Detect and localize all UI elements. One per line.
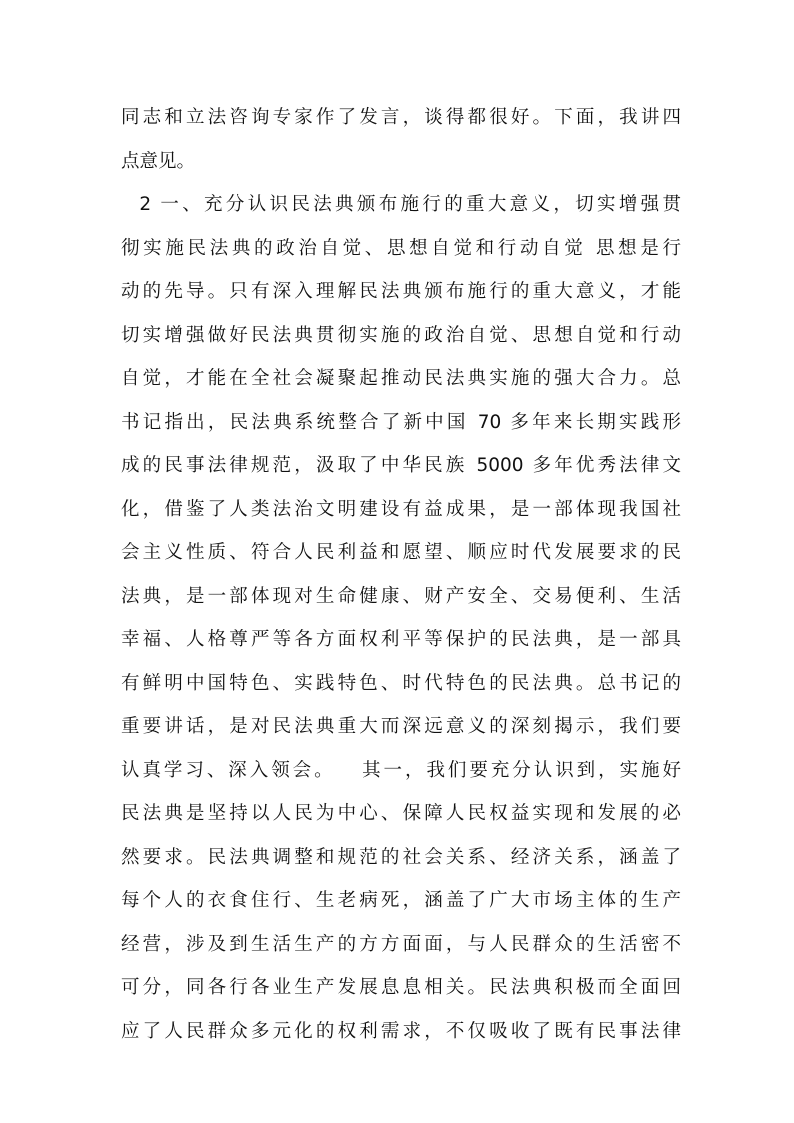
text-line: 民法典是坚持以人民为中心、保障人民权益实现和发展的必 (121, 803, 681, 824)
text-line: 动的先导。只有深入理解民法典颁布施行的重大意义，才能 (121, 281, 681, 302)
text-line: 认真学习、深入领会。 其一，我们要充分认识到，实施好 (121, 760, 681, 781)
text-line: 重要讲话，是对民法典重大而深远意义的深刻揭示，我们要 (121, 716, 681, 737)
text-line: 法典，是一部体现对生命健康、财产安全、交易便利、生活 (121, 586, 681, 607)
text-line: 然要求。民法典调整和规范的社会关系、经济关系，涵盖了 (121, 847, 681, 868)
text-line: 应了人民群众多元化的权利需求，不仅吸收了既有民事法律 (121, 1021, 681, 1042)
text-line: 自觉，才能在全社会凝聚起推动民法典实施的强大合力。总 (121, 368, 681, 389)
text-line: 书记指出，民法典系统整合了新中国 70 多年来长期实践形 (121, 412, 681, 433)
text-line: 成的民事法律规范，汲取了中华民族 5000 多年优秀法律文 (121, 455, 681, 476)
text-line: 彻实施民法典的政治自觉、思想自觉和行动自觉 思想是行 (121, 238, 681, 259)
text-line: 可分，同各行各业生产发展息息相关。民法典积极而全面回 (121, 977, 681, 998)
text-line: 有鲜明中国特色、实践特色、时代特色的民法典。总书记的 (121, 673, 681, 694)
text-line: 切实增强做好民法典贯彻实施的政治自觉、思想自觉和行动 (121, 325, 681, 346)
text-line: 点意见。 (121, 151, 196, 172)
text-line: 会主义性质、符合人民利益和愿望、顺应时代发展要求的民 (121, 542, 681, 563)
text-line: 幸福、人格尊严等各方面权利平等保护的民法典，是一部具 (121, 629, 681, 650)
text-line: 2 一、充分认识民法典颁布施行的重大意义，切实增强贯 (121, 194, 681, 215)
text-line: 经营，涉及到生活生产的方方面面，与人民群众的生活密不 (121, 934, 681, 955)
text-line: 每个人的衣食住行、生老病死，涵盖了广大市场主体的生产 (121, 890, 681, 911)
text-line: 化，借鉴了人类法治文明建设有益成果，是一部体现我国社 (121, 499, 681, 520)
text-line: 同志和立法咨询专家作了发言，谈得都很好。下面，我讲四 (121, 107, 681, 128)
